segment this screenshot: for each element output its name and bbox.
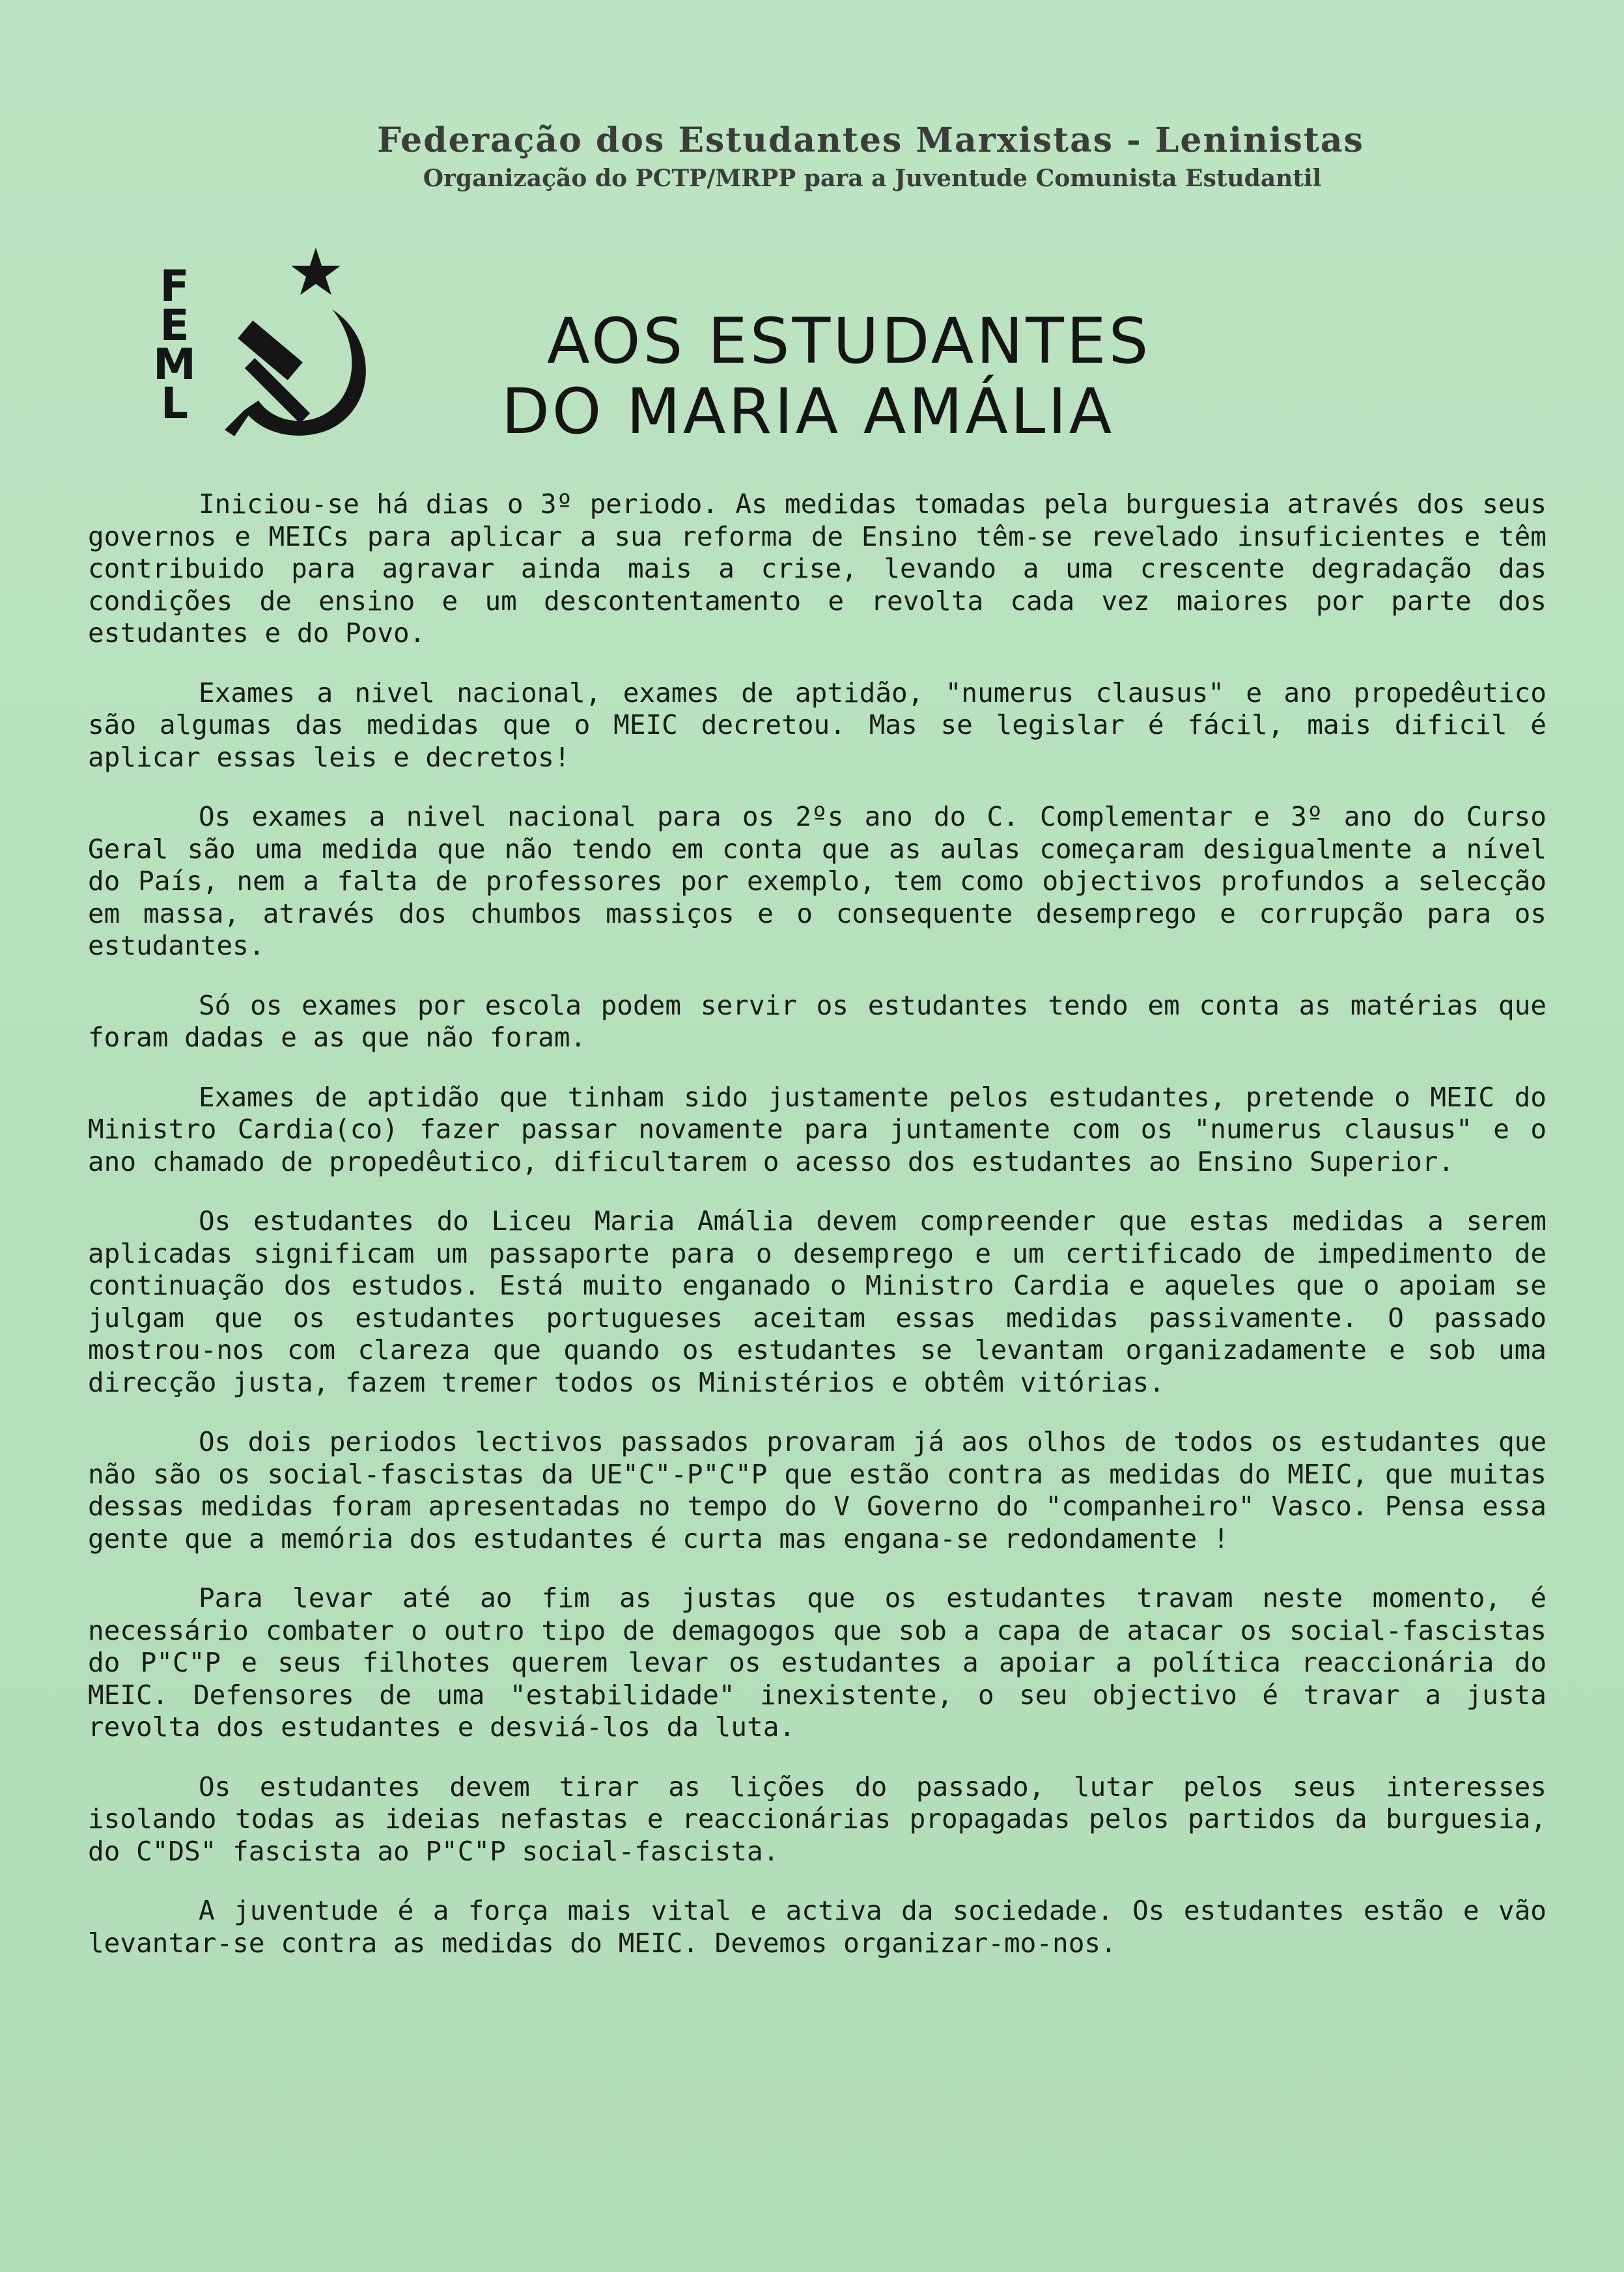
paragraph: Os estudantes devem tirar as lições do passado, lutar pelos seus interesses isolando todas as ideias nefastas e reaccionárias propagadas pelos partidos da burguesia, do C"DS" fascista ao P"C"P social-fascista. [88, 1771, 1547, 1867]
paragraph: Iniciou-se há dias o 3º periodo. As medidas tomadas pela burguesia através dos seus governos e MEICs para aplicar a sua reforma de Ensino têm-se revelado insuficientes e têm contribuido para agravar ainda mais a crise, levando a uma crescente degradação das condições de ensino e um descontentamento e revolta cada vez maiores por parte dos estudantes e do Povo. [88, 488, 1547, 649]
paragraph: A juventude é a força mais vital e activa da sociedade. Os estudantes estão e vão levantar-se contra as medidas do MEIC. Devemos organizar-mo-nos. [88, 1895, 1547, 1959]
star-icon [291, 247, 341, 295]
logo-letter-l: L [160, 378, 189, 428]
organization-subtitle: Organização do PCTP/MRPP para a Juventude Comunista Estudantil [423, 165, 1322, 192]
headline [501, 306, 1283, 447]
paragraph: Os estudantes do Liceu Maria Amália devem compreender que estas medidas a serem aplicadas significam um passaporte para o desemprego e um certificado de impedimento de continuação dos estudos. Está muito enganado o Ministro Cardia e aqueles que o apoiam se julgam que os estudantes portugueses aceitam essas medidas passivamente. O passado mostrou-nos com clareza que quando os estudantes se levantam organizadamente e sob uma direcção justa, fazem tremer todos os Ministérios e obtêm vitórias. [88, 1205, 1547, 1398]
paragraph: Exames a nivel nacional, exames de aptidão, "numerus clausus" e ano propedêutico são algumas das medidas que o MEIC decretou. Mas se legislar é fácil, mais dificil é aplicar essas leis e decretos! [88, 677, 1547, 773]
paragraph: Os dois periodos lectivos passados provaram já aos olhos de todos os estudantes que não são os social-fascistas da UE"C"-P"C"P que estão contra as medidas do MEIC, que muitas dessas medidas foram apresentadas no tempo do V Governo do "companheiro" Vasco. Pensa essa gente que a memória dos estudantes é curta mas engana-se redondamente ! [88, 1426, 1547, 1554]
logo-letter-e: E [160, 300, 189, 350]
paragraph: Para levar até ao fim as justas que os estudantes travam neste momento, é necessário combater o outro tipo de demagogos que sob a capa de atacar os social-fascistas do P"C"P e seus filhotes querem levar os estudantes a apoiar a política reaccionária do MEIC. Defensores de uma "estabilidade" inexistente, o seu objectivo é travar a justa revolta dos estudantes e desviá-los da luta. [88, 1582, 1547, 1743]
hammer-sickle-star-icon [199, 241, 394, 449]
body-text [88, 488, 1547, 1987]
logo-letter-m: M [153, 339, 196, 389]
hammer-head-icon [238, 320, 303, 380]
organization-name: Federação dos Estudantes Marxistas - Leninistas [377, 120, 1364, 160]
paragraph: Exames de aptidão que tinham sido justamente pelos estudantes, pretende o MEIC do Ministro Cardia(co) fazer passar novamente para juntamente com os "numerus clausus" e o ano chamado de propedêutico, dificultarem o acesso dos estudantes ao Ensino Superior. [88, 1081, 1547, 1177]
paragraph: Os exames a nivel nacional para os 2ºs ano do C. Complementar e 3º ano do Curso Geral são uma medida que não tendo em conta que as aulas começaram desigualmente a nível do País, nem a falta de professores por exemplo, tem como objectivos profundos a selecção em massa, através dos chumbos massiços e o consequente desemprego e corrupção para os estudantes. [88, 801, 1547, 961]
paragraph: Só os exames por escola podem servir os estudantes tendo em conta as matérias que foram dadas e as que não foram. [88, 989, 1547, 1053]
logo-letter-f: F [160, 261, 189, 311]
headline-line-2: DO MARIA AMÁLIA [501, 375, 1115, 448]
feml-vertical-letters [148, 261, 201, 428]
headline-line-1: AOS ESTUDANTES [547, 305, 1151, 378]
